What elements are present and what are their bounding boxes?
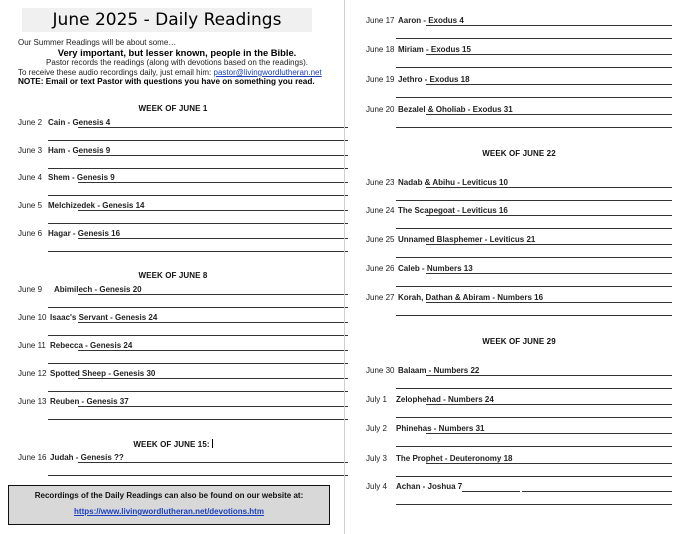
writing-line <box>396 200 672 201</box>
entry-reading: Unnamed Blasphemer - Leviticus 21 <box>398 235 536 244</box>
writing-line <box>426 215 672 216</box>
reading-entry <box>18 341 330 365</box>
entry-date: June 6 <box>18 229 43 238</box>
writing-line <box>396 446 672 447</box>
week-heading-text: WEEK OF JUNE 15: <box>133 440 210 449</box>
writing-line <box>426 84 672 85</box>
writing-line <box>396 127 672 128</box>
writing-line <box>426 302 672 303</box>
writing-line <box>426 114 672 115</box>
week-heading: WEEK OF JUNE 8 <box>138 271 208 280</box>
intro-headline: Very important, but lesser known, people in the Bible. <box>57 47 297 59</box>
entry-date: June 12 <box>18 369 47 378</box>
reading-entry <box>18 229 330 253</box>
entry-reading: Reuben - Genesis 37 <box>50 397 129 406</box>
writing-line <box>426 375 672 376</box>
writing-line <box>396 97 672 98</box>
writing-line <box>78 322 348 323</box>
entry-date: June 26 <box>366 264 395 273</box>
entry-reading: Bezalel & Oholiab - Exodus 31 <box>398 105 513 114</box>
entry-reading: Nadab & Abihu - Leviticus 10 <box>398 178 508 187</box>
entry-date: June 18 <box>366 45 395 54</box>
note-label: NOTE: <box>18 77 44 87</box>
email-link[interactable]: pastor@livingwordlutheran.net <box>213 67 322 77</box>
writing-line <box>48 419 348 420</box>
intro-line-1: Our Summer Readings will be about some… <box>18 38 177 47</box>
writing-line <box>426 433 672 434</box>
reading-entry <box>366 366 672 390</box>
writing-line <box>396 257 672 258</box>
writing-line <box>78 462 348 463</box>
entry-date: June 25 <box>366 235 395 244</box>
website-link[interactable]: https://www.livingwordlutheran.net/devotions.htm <box>74 507 264 516</box>
reading-entry <box>18 369 330 393</box>
text-cursor <box>212 439 213 448</box>
reading-entry <box>366 395 672 419</box>
entry-reading: Korah, Dathan & Abiram - Numbers 16 <box>398 293 544 302</box>
writing-line <box>396 315 672 316</box>
writing-line <box>396 67 672 68</box>
writing-line <box>396 286 672 287</box>
writing-line <box>48 140 348 141</box>
writing-line <box>426 463 672 464</box>
writing-line <box>48 223 348 224</box>
note-text: Email or text Pastor with questions you have on something you read. <box>45 77 315 87</box>
entry-reading: Aaron - Exodus 4 <box>398 16 464 25</box>
intro-line-3: Pastor records the readings (along with devotions based on the readings). <box>46 58 308 68</box>
reading-entry <box>18 118 330 142</box>
entry-reading: Shem - Genesis 9 <box>48 173 115 182</box>
entry-reading: Miriam - Exodus 15 <box>398 45 471 54</box>
writing-line <box>78 294 348 295</box>
entry-date: July 2 <box>366 424 387 433</box>
entry-date: June 5 <box>18 201 43 210</box>
reading-entry <box>366 75 672 99</box>
entry-date: June 2 <box>18 118 43 127</box>
entry-date: June 20 <box>366 105 395 114</box>
column-divider <box>344 0 345 534</box>
reading-entry <box>366 264 672 288</box>
entry-date: June 16 <box>18 453 47 462</box>
entry-date: June 27 <box>366 293 395 302</box>
week-heading: WEEK OF JUNE 22 <box>482 149 556 158</box>
entry-date: June 17 <box>366 16 395 25</box>
week-heading: WEEK OF JUNE 29 <box>482 337 556 346</box>
entry-date: June 23 <box>366 178 395 187</box>
entry-date: July 3 <box>366 454 387 463</box>
footer-box <box>8 485 330 525</box>
entry-reading: Isaac's Servant - Genesis 24 <box>50 313 158 322</box>
writing-line <box>426 25 672 26</box>
entry-reading: Achan - Joshua 7 <box>396 482 463 491</box>
footer-text: Recordings of the Daily Readings can also be found on our website at: <box>34 491 304 500</box>
intro-line-4 <box>18 68 336 77</box>
entry-reading: Spotted Sheep - Genesis 30 <box>50 369 156 378</box>
writing-line <box>426 404 672 405</box>
reading-entry <box>18 453 330 477</box>
writing-line <box>396 476 672 477</box>
entry-reading: Caleb - Numbers 13 <box>398 264 473 273</box>
writing-line <box>78 127 348 128</box>
entry-date: June 19 <box>366 75 395 84</box>
entry-date: July 4 <box>366 482 387 491</box>
writing-line <box>48 475 348 476</box>
entry-reading: Zelophehad - Numbers 24 <box>396 395 494 404</box>
reading-entry <box>18 173 330 197</box>
reading-entry <box>18 201 330 225</box>
writing-line <box>78 238 348 239</box>
reading-entry <box>18 146 330 170</box>
writing-line <box>48 363 348 364</box>
reading-entry <box>18 285 330 309</box>
entry-reading: The Scapegoat - Leviticus 16 <box>398 206 508 215</box>
entry-reading: Phinehas - Numbers 31 <box>396 424 485 433</box>
reading-entry <box>366 45 672 69</box>
writing-line <box>48 307 348 308</box>
writing-line <box>78 406 348 407</box>
entry-reading: Hagar - Genesis 16 <box>48 229 121 238</box>
reading-entry <box>366 454 672 478</box>
writing-line <box>78 350 348 351</box>
entry-date: June 24 <box>366 206 395 215</box>
intro-block <box>18 38 336 87</box>
writing-line <box>426 273 672 274</box>
writing-line <box>426 187 672 188</box>
entry-reading: Rebecca - Genesis 24 <box>50 341 133 350</box>
entry-reading: Ham - Genesis 9 <box>48 146 111 155</box>
entry-reading: The Prophet - Deuteronomy 18 <box>396 454 513 463</box>
reading-entry <box>366 16 672 40</box>
entry-date: June 9 <box>18 285 43 294</box>
week-heading <box>18 439 328 449</box>
entry-reading: Balaam - Numbers 22 <box>398 366 480 375</box>
writing-line <box>396 38 672 39</box>
reading-entry <box>18 313 330 337</box>
writing-line <box>396 417 672 418</box>
reading-entry <box>366 482 672 506</box>
writing-line <box>396 388 672 389</box>
writing-line <box>396 504 672 505</box>
entry-reading: Abimilech - Genesis 20 <box>54 285 142 294</box>
reading-entry <box>366 424 672 448</box>
writing-line <box>48 391 348 392</box>
writing-line <box>78 155 348 156</box>
writing-line <box>48 168 348 169</box>
writing-line <box>78 182 348 183</box>
writing-line <box>462 491 520 492</box>
entry-reading: Cain - Genesis 4 <box>48 118 111 127</box>
intro-note <box>18 77 336 86</box>
writing-line <box>522 491 672 492</box>
entry-date: June 11 <box>18 341 46 350</box>
entry-reading: Jethro - Exodus 18 <box>398 75 470 84</box>
week-heading: WEEK OF JUNE 1 <box>138 104 208 113</box>
reading-entry <box>18 397 330 421</box>
entry-reading: Judah - Genesis ?? <box>50 453 124 462</box>
writing-line <box>78 378 348 379</box>
reading-entry <box>366 206 672 230</box>
writing-line <box>78 210 348 211</box>
writing-line <box>48 335 348 336</box>
writing-line <box>48 195 348 196</box>
reading-entry <box>366 178 672 202</box>
reading-entry <box>366 293 672 317</box>
writing-line <box>426 244 672 245</box>
reading-entry <box>366 105 672 129</box>
writing-line <box>48 251 348 252</box>
entry-date: June 13 <box>18 397 47 406</box>
writing-line <box>426 54 672 55</box>
intro-email-text: To receive these audio recordings daily, just email him: <box>18 67 212 77</box>
page-title: June 2025 - Daily Readings <box>22 8 312 32</box>
entry-date: June 4 <box>18 173 43 182</box>
entry-date: June 3 <box>18 146 43 155</box>
writing-line <box>396 228 672 229</box>
entry-reading: Melchizedek - Genesis 14 <box>48 201 145 210</box>
entry-date: June 10 <box>18 313 47 322</box>
entry-date: July 1 <box>366 395 387 404</box>
entry-date: June 30 <box>366 366 395 375</box>
reading-entry <box>366 235 672 259</box>
